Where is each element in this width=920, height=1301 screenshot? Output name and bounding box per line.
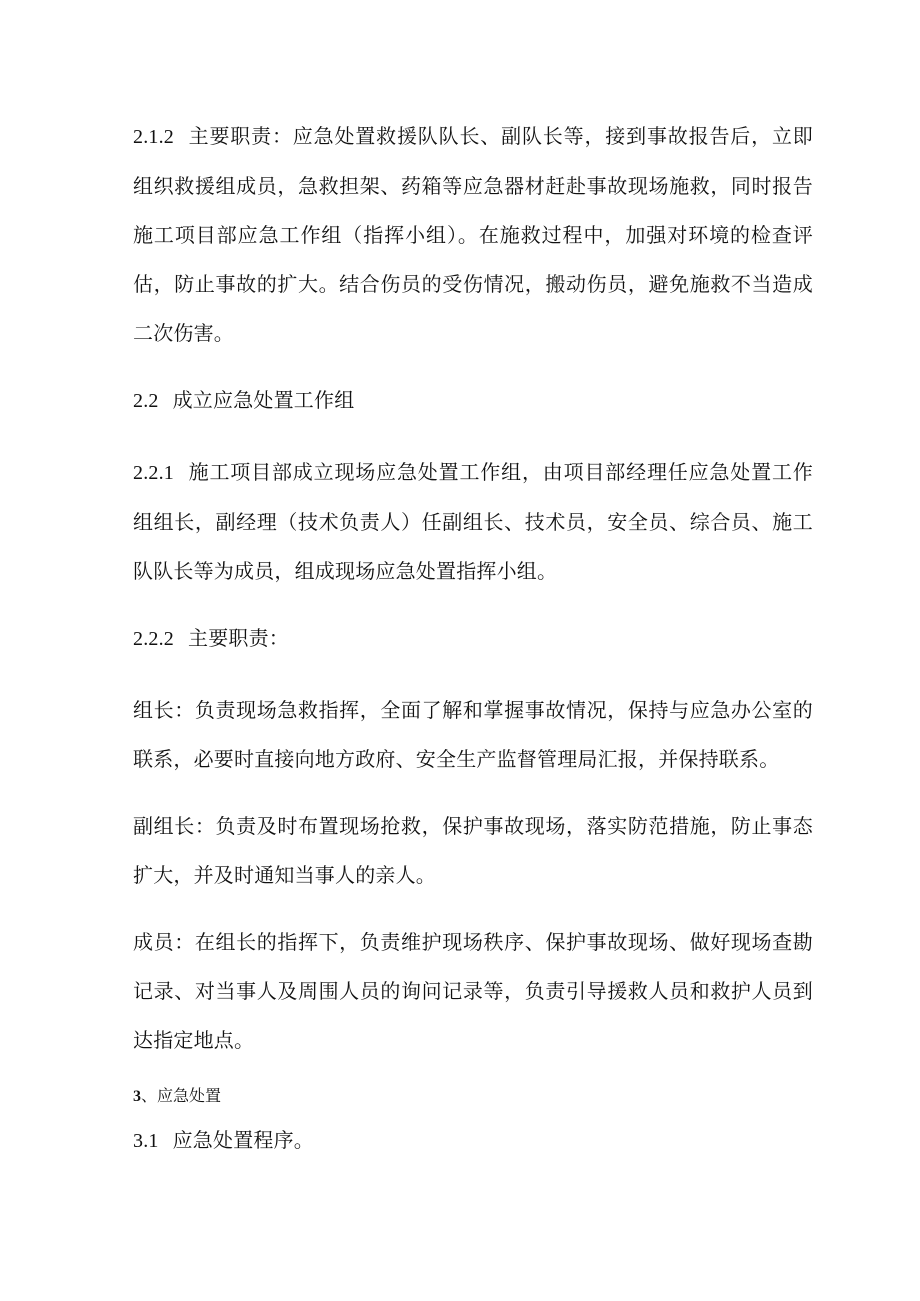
section-number: 2.2 [133,390,159,412]
section-number: 2.2.2 [133,628,174,650]
paragraph-deputy-duties [133,802,813,900]
paragraph-leader-duties [133,686,813,784]
paragraph-text: 施工项目部成立现场应急处置工作组，由项目部经理任应急处置工作组组长，副经理（技术负责人）任副组长、技术员，安全员、综合员、施工队队长等为成员，组成现场应急处置指挥小组。 [133,460,813,583]
heading-2-2 [133,376,813,426]
section-number: 2.2.1 [133,462,174,484]
paragraph-text: 副组长：负责及时布置现场抢救，保护事故现场，落实防范措施，防止事态扩大，并及时通知当事人的亲人。 [133,814,813,887]
paragraph-2-1-2 [133,112,813,358]
section-number: 3 [133,1088,141,1105]
paragraph-2-2-2 [133,614,813,664]
paragraph-text: 组长：负责现场急救指挥，全面了解和掌握事故情况，保持与应急办公室的联系，必要时直接向地方政府、安全生产监督管理局汇报，并保持联系。 [133,698,813,771]
paragraph-text: 主要职责： [188,626,289,650]
heading-3-1 [133,1116,813,1166]
document-body [133,112,813,1188]
heading-text: 成立应急处置工作组 [172,388,355,412]
paragraph-text: 成员：在组长的指挥下，负责维护现场秩序、保护事故现场、做好现场查勘记录、对当事人及周围人员的询问记录等，负责引导援救人员和救护人员到达指定地点。 [133,930,813,1052]
section-number: 2.1.2 [133,126,174,148]
section-3-title [133,1083,813,1110]
heading-text: 应急处置程序。 [172,1128,315,1152]
section-number: 3.1 [133,1130,159,1152]
paragraph-text: 主要职责：应急处置救援队队长、副队长等，接到事故报告后，立即组织救援组成员，急救担架、药箱等应急器材赶赴事故现场施救，同时报告施工项目部应急工作组（指挥小组）。在施救过程中，加强对环境的检查评估，防止事故的扩大。结合伤员的受伤情况，搬动伤员，避免施救不当造成二次伤害。 [133,124,813,345]
paragraph-2-2-1 [133,448,813,596]
paragraph-member-duties [133,918,813,1065]
section-title-text: 、应急处置 [141,1086,222,1105]
